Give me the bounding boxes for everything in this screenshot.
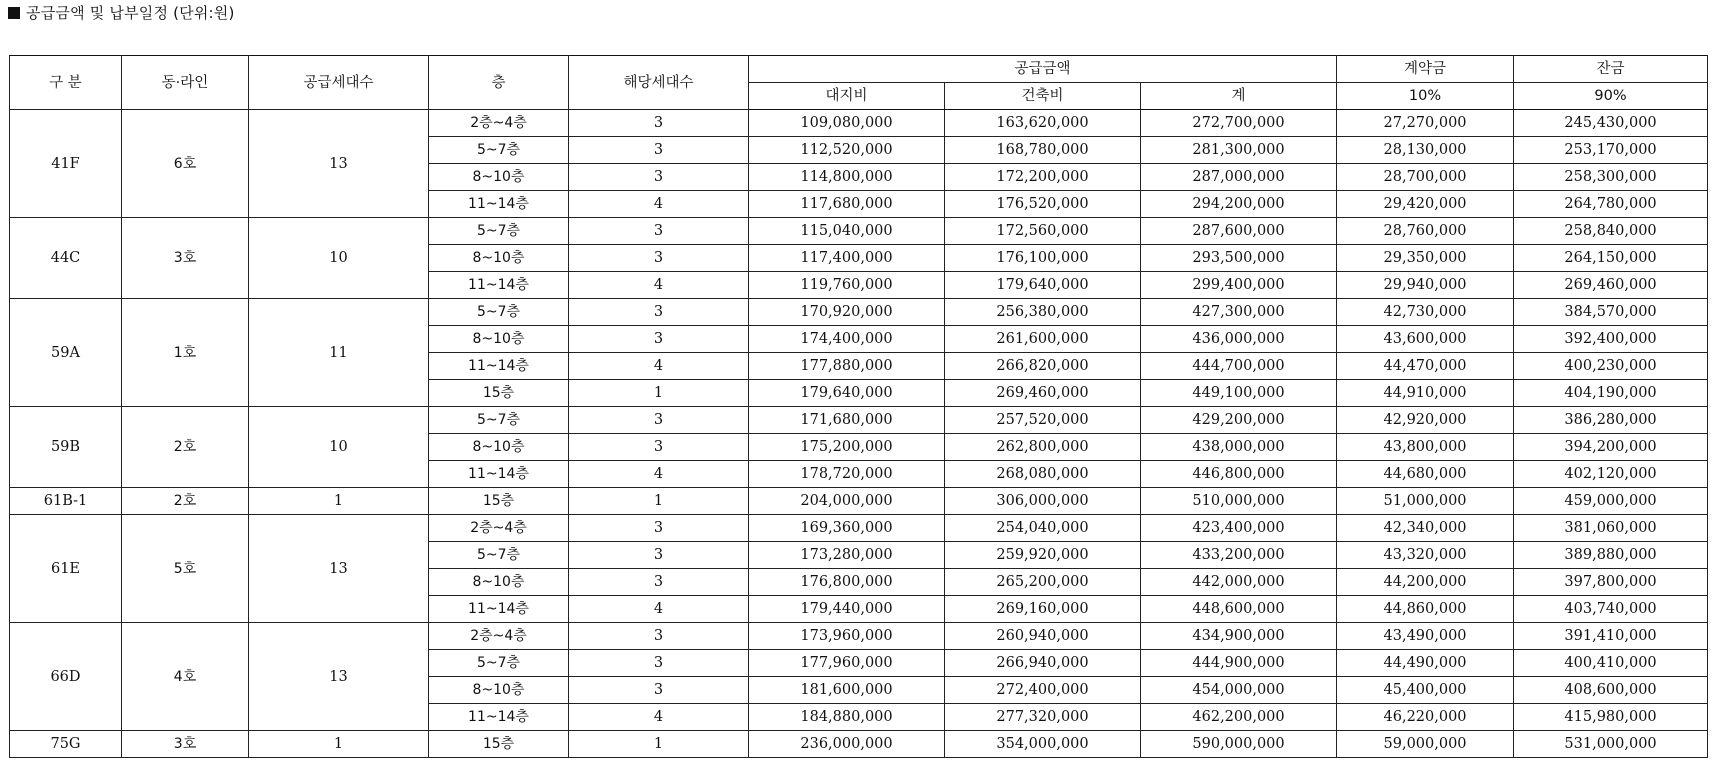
- cell-balance: 258,840,000: [1514, 218, 1708, 245]
- cell-units: 4: [569, 353, 749, 380]
- cell-floor: 11~14층: [429, 596, 569, 623]
- cell-floor: 8~10층: [429, 434, 569, 461]
- cell-deposit: 27,270,000: [1337, 110, 1514, 137]
- cell-land: 119,760,000: [749, 272, 945, 299]
- cell-line: 1호: [122, 299, 249, 407]
- cell-floor: 5~7층: [429, 407, 569, 434]
- supply-price-table: [9, 55, 1708, 758]
- cell-building: 179,640,000: [945, 272, 1141, 299]
- cell-floor: 5~7층: [429, 137, 569, 164]
- cell-floor: 5~7층: [429, 542, 569, 569]
- header-deposit-pct: 10%: [1337, 83, 1514, 110]
- cell-balance: 264,150,000: [1514, 245, 1708, 272]
- header-units: 해당세대수: [569, 56, 749, 110]
- page-title: [8, 2, 235, 24]
- cell-line: 3호: [122, 731, 249, 758]
- cell-building: 261,600,000: [945, 326, 1141, 353]
- cell-type: 75G: [10, 731, 122, 758]
- cell-land: 117,400,000: [749, 245, 945, 272]
- cell-total: 438,000,000: [1141, 434, 1337, 461]
- cell-line: 2호: [122, 407, 249, 488]
- cell-balance: 400,410,000: [1514, 650, 1708, 677]
- cell-floor: 8~10층: [429, 569, 569, 596]
- cell-land: 115,040,000: [749, 218, 945, 245]
- cell-total: 510,000,000: [1141, 488, 1337, 515]
- cell-deposit: 43,800,000: [1337, 434, 1514, 461]
- cell-units: 4: [569, 704, 749, 731]
- cell-land: 109,080,000: [749, 110, 945, 137]
- header-supply-amount: 공급금액: [749, 56, 1337, 83]
- cell-building: 265,200,000: [945, 569, 1141, 596]
- cell-land: 173,960,000: [749, 623, 945, 650]
- cell-floor: 11~14층: [429, 191, 569, 218]
- table-row: [10, 299, 1708, 326]
- cell-building: 176,100,000: [945, 245, 1141, 272]
- cell-units: 3: [569, 110, 749, 137]
- cell-deposit: 29,420,000: [1337, 191, 1514, 218]
- cell-land: 177,880,000: [749, 353, 945, 380]
- table-row: [10, 488, 1708, 515]
- cell-total: 436,000,000: [1141, 326, 1337, 353]
- cell-building: 266,940,000: [945, 650, 1141, 677]
- cell-building: 168,780,000: [945, 137, 1141, 164]
- cell-units: 1: [569, 488, 749, 515]
- cell-supply-units: 13: [249, 515, 429, 623]
- cell-balance: 404,190,000: [1514, 380, 1708, 407]
- cell-deposit: 28,130,000: [1337, 137, 1514, 164]
- cell-units: 3: [569, 245, 749, 272]
- cell-floor: 15층: [429, 731, 569, 758]
- cell-total: 590,000,000: [1141, 731, 1337, 758]
- cell-units: 3: [569, 569, 749, 596]
- cell-units: 3: [569, 218, 749, 245]
- header-land: 대지비: [749, 83, 945, 110]
- cell-deposit: 59,000,000: [1337, 731, 1514, 758]
- cell-deposit: 29,940,000: [1337, 272, 1514, 299]
- cell-building: 262,800,000: [945, 434, 1141, 461]
- cell-units: 3: [569, 434, 749, 461]
- cell-balance: 253,170,000: [1514, 137, 1708, 164]
- cell-total: 433,200,000: [1141, 542, 1337, 569]
- cell-building: 172,200,000: [945, 164, 1141, 191]
- cell-total: 287,600,000: [1141, 218, 1337, 245]
- cell-supply-units: 10: [249, 218, 429, 299]
- cell-floor: 15층: [429, 380, 569, 407]
- cell-deposit: 44,680,000: [1337, 461, 1514, 488]
- cell-units: 3: [569, 542, 749, 569]
- cell-line: 4호: [122, 623, 249, 731]
- cell-building: 176,520,000: [945, 191, 1141, 218]
- table-row: [10, 623, 1708, 650]
- cell-deposit: 42,340,000: [1337, 515, 1514, 542]
- table-row: [10, 110, 1708, 137]
- cell-land: 112,520,000: [749, 137, 945, 164]
- cell-supply-units: 13: [249, 623, 429, 731]
- cell-type: 59B: [10, 407, 122, 488]
- cell-deposit: 46,220,000: [1337, 704, 1514, 731]
- header-line: 동·라인: [122, 56, 249, 110]
- cell-supply-units: 10: [249, 407, 429, 488]
- cell-units: 3: [569, 407, 749, 434]
- cell-floor: 2층~4층: [429, 110, 569, 137]
- cell-units: 3: [569, 164, 749, 191]
- cell-type: 59A: [10, 299, 122, 407]
- cell-total: 444,700,000: [1141, 353, 1337, 380]
- cell-deposit: 43,600,000: [1337, 326, 1514, 353]
- cell-total: 429,200,000: [1141, 407, 1337, 434]
- header-deposit: 계약금: [1337, 56, 1514, 83]
- page-title-text: 공급금액 및 납부일정 (단위:원): [26, 4, 235, 22]
- cell-floor: 15층: [429, 488, 569, 515]
- cell-deposit: 28,760,000: [1337, 218, 1514, 245]
- cell-units: 3: [569, 326, 749, 353]
- cell-total: 448,600,000: [1141, 596, 1337, 623]
- table-row: [10, 218, 1708, 245]
- cell-total: 281,300,000: [1141, 137, 1337, 164]
- cell-total: 287,000,000: [1141, 164, 1337, 191]
- cell-deposit: 44,860,000: [1337, 596, 1514, 623]
- cell-supply-units: 11: [249, 299, 429, 407]
- cell-balance: 392,400,000: [1514, 326, 1708, 353]
- cell-balance: 400,230,000: [1514, 353, 1708, 380]
- cell-building: 266,820,000: [945, 353, 1141, 380]
- cell-building: 354,000,000: [945, 731, 1141, 758]
- cell-units: 3: [569, 623, 749, 650]
- cell-type: 66D: [10, 623, 122, 731]
- cell-land: 171,680,000: [749, 407, 945, 434]
- cell-building: 269,460,000: [945, 380, 1141, 407]
- cell-units: 1: [569, 731, 749, 758]
- cell-supply-units: 1: [249, 488, 429, 515]
- header-floor: 층: [429, 56, 569, 110]
- cell-deposit: 44,200,000: [1337, 569, 1514, 596]
- cell-type: 61E: [10, 515, 122, 623]
- cell-balance: 531,000,000: [1514, 731, 1708, 758]
- cell-floor: 11~14층: [429, 353, 569, 380]
- cell-supply-units: 13: [249, 110, 429, 218]
- cell-deposit: 43,490,000: [1337, 623, 1514, 650]
- cell-total: 454,000,000: [1141, 677, 1337, 704]
- cell-line: 6호: [122, 110, 249, 218]
- cell-deposit: 42,730,000: [1337, 299, 1514, 326]
- cell-units: 1: [569, 380, 749, 407]
- table-row: [10, 407, 1708, 434]
- cell-total: 462,200,000: [1141, 704, 1337, 731]
- cell-balance: 391,410,000: [1514, 623, 1708, 650]
- cell-building: 260,940,000: [945, 623, 1141, 650]
- cell-land: 178,720,000: [749, 461, 945, 488]
- cell-deposit: 29,350,000: [1337, 245, 1514, 272]
- cell-floor: 5~7층: [429, 650, 569, 677]
- cell-balance: 397,800,000: [1514, 569, 1708, 596]
- cell-total: 444,900,000: [1141, 650, 1337, 677]
- cell-land: 179,640,000: [749, 380, 945, 407]
- cell-building: 254,040,000: [945, 515, 1141, 542]
- cell-total: 446,800,000: [1141, 461, 1337, 488]
- cell-building: 172,560,000: [945, 218, 1141, 245]
- cell-balance: 389,880,000: [1514, 542, 1708, 569]
- cell-floor: 8~10층: [429, 164, 569, 191]
- cell-floor: 5~7층: [429, 218, 569, 245]
- table-row: [10, 731, 1708, 758]
- cell-balance: 264,780,000: [1514, 191, 1708, 218]
- cell-units: 4: [569, 191, 749, 218]
- cell-total: 272,700,000: [1141, 110, 1337, 137]
- cell-land: 184,880,000: [749, 704, 945, 731]
- cell-building: 268,080,000: [945, 461, 1141, 488]
- cell-units: 3: [569, 299, 749, 326]
- cell-floor: 8~10층: [429, 326, 569, 353]
- cell-land: 117,680,000: [749, 191, 945, 218]
- square-bullet-icon: [8, 7, 20, 19]
- cell-building: 163,620,000: [945, 110, 1141, 137]
- cell-units: 3: [569, 515, 749, 542]
- cell-type: 44C: [10, 218, 122, 299]
- cell-land: 177,960,000: [749, 650, 945, 677]
- cell-deposit: 43,320,000: [1337, 542, 1514, 569]
- cell-supply-units: 1: [249, 731, 429, 758]
- cell-balance: 408,600,000: [1514, 677, 1708, 704]
- cell-deposit: 51,000,000: [1337, 488, 1514, 515]
- cell-building: 272,400,000: [945, 677, 1141, 704]
- cell-type: 61B-1: [10, 488, 122, 515]
- cell-deposit: 45,400,000: [1337, 677, 1514, 704]
- cell-floor: 8~10층: [429, 677, 569, 704]
- cell-floor: 11~14층: [429, 272, 569, 299]
- cell-total: 293,500,000: [1141, 245, 1337, 272]
- cell-total: 299,400,000: [1141, 272, 1337, 299]
- cell-balance: 415,980,000: [1514, 704, 1708, 731]
- cell-total: 294,200,000: [1141, 191, 1337, 218]
- cell-deposit: 42,920,000: [1337, 407, 1514, 434]
- table-header: [10, 56, 1708, 110]
- cell-land: 169,360,000: [749, 515, 945, 542]
- cell-units: 4: [569, 272, 749, 299]
- cell-total: 449,100,000: [1141, 380, 1337, 407]
- cell-balance: 381,060,000: [1514, 515, 1708, 542]
- cell-total: 427,300,000: [1141, 299, 1337, 326]
- cell-balance: 258,300,000: [1514, 164, 1708, 191]
- cell-building: 306,000,000: [945, 488, 1141, 515]
- cell-deposit: 44,490,000: [1337, 650, 1514, 677]
- cell-balance: 394,200,000: [1514, 434, 1708, 461]
- table-body: [10, 110, 1708, 758]
- cell-units: 3: [569, 650, 749, 677]
- cell-units: 3: [569, 137, 749, 164]
- cell-floor: 8~10층: [429, 245, 569, 272]
- cell-land: 176,800,000: [749, 569, 945, 596]
- cell-units: 4: [569, 596, 749, 623]
- cell-deposit: 44,470,000: [1337, 353, 1514, 380]
- cell-total: 442,000,000: [1141, 569, 1337, 596]
- header-building: 건축비: [945, 83, 1141, 110]
- cell-floor: 11~14층: [429, 461, 569, 488]
- header-balance: 잔금: [1514, 56, 1708, 83]
- cell-building: 259,920,000: [945, 542, 1141, 569]
- cell-units: 3: [569, 677, 749, 704]
- header-supply-units: 공급세대수: [249, 56, 429, 110]
- header-type: 구 분: [10, 56, 122, 110]
- cell-building: 256,380,000: [945, 299, 1141, 326]
- cell-balance: 245,430,000: [1514, 110, 1708, 137]
- cell-total: 423,400,000: [1141, 515, 1337, 542]
- cell-land: 174,400,000: [749, 326, 945, 353]
- cell-balance: 459,000,000: [1514, 488, 1708, 515]
- cell-land: 114,800,000: [749, 164, 945, 191]
- header-balance-pct: 90%: [1514, 83, 1708, 110]
- cell-floor: 2층~4층: [429, 515, 569, 542]
- cell-balance: 402,120,000: [1514, 461, 1708, 488]
- cell-line: 5호: [122, 515, 249, 623]
- cell-type: 41F: [10, 110, 122, 218]
- cell-balance: 403,740,000: [1514, 596, 1708, 623]
- cell-land: 181,600,000: [749, 677, 945, 704]
- cell-land: 173,280,000: [749, 542, 945, 569]
- cell-balance: 386,280,000: [1514, 407, 1708, 434]
- cell-floor: 2층~4층: [429, 623, 569, 650]
- cell-deposit: 28,700,000: [1337, 164, 1514, 191]
- cell-floor: 5~7층: [429, 299, 569, 326]
- cell-land: 236,000,000: [749, 731, 945, 758]
- cell-building: 269,160,000: [945, 596, 1141, 623]
- cell-land: 179,440,000: [749, 596, 945, 623]
- cell-land: 204,000,000: [749, 488, 945, 515]
- cell-building: 257,520,000: [945, 407, 1141, 434]
- table-row: [10, 515, 1708, 542]
- cell-land: 170,920,000: [749, 299, 945, 326]
- cell-line: 3호: [122, 218, 249, 299]
- cell-balance: 384,570,000: [1514, 299, 1708, 326]
- cell-floor: 11~14층: [429, 704, 569, 731]
- cell-land: 175,200,000: [749, 434, 945, 461]
- cell-total: 434,900,000: [1141, 623, 1337, 650]
- header-total: 계: [1141, 83, 1337, 110]
- cell-line: 2호: [122, 488, 249, 515]
- cell-units: 4: [569, 461, 749, 488]
- cell-balance: 269,460,000: [1514, 272, 1708, 299]
- cell-deposit: 44,910,000: [1337, 380, 1514, 407]
- cell-building: 277,320,000: [945, 704, 1141, 731]
